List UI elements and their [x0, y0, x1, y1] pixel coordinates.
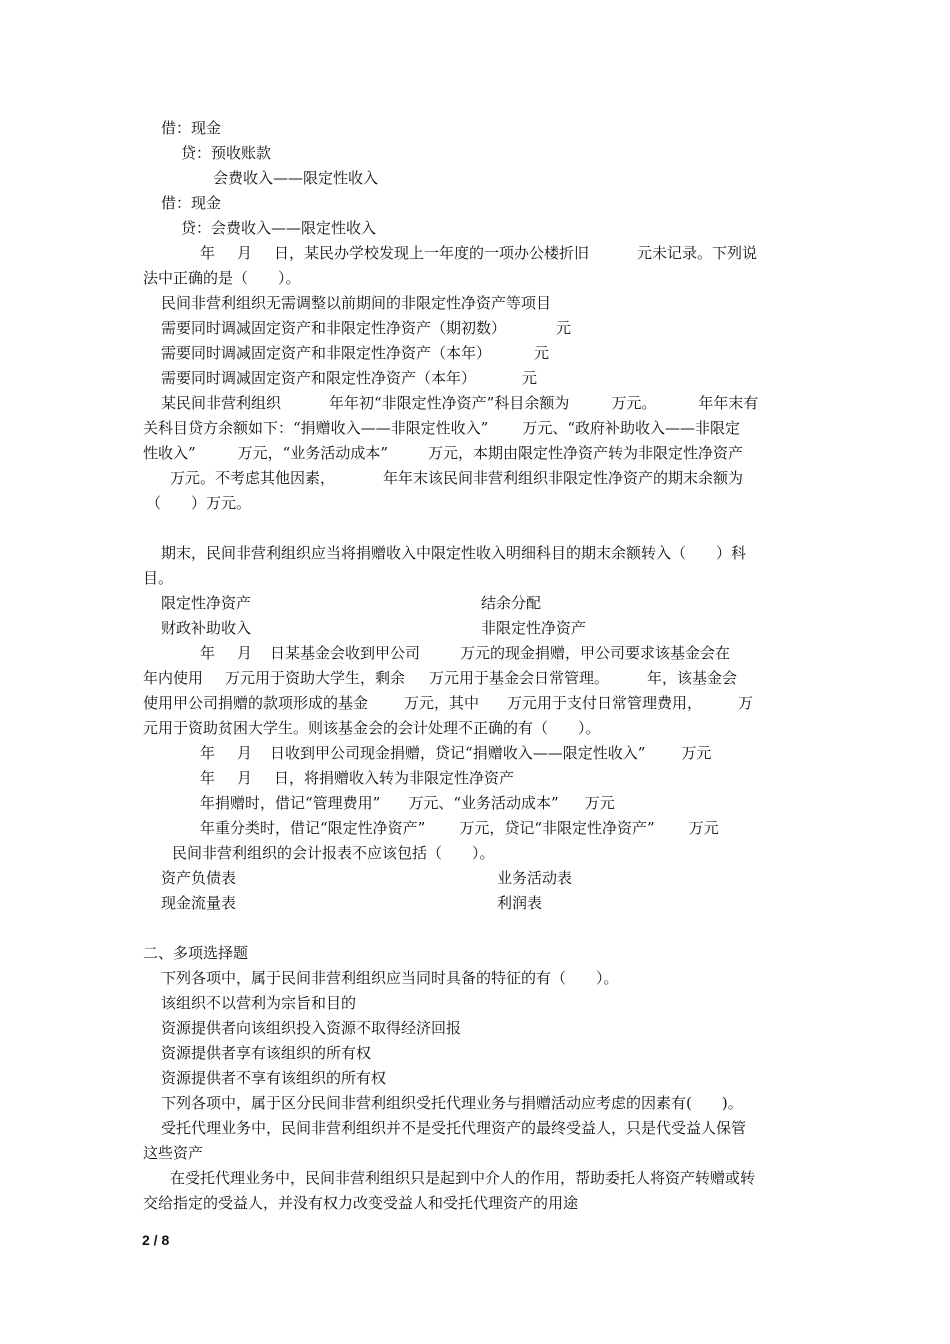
option-a: 民间非营利组织无需调整以前期间的非限定性净资产等项目 [161, 294, 552, 312]
question-line: （ ）万元。 [146, 494, 252, 512]
option-d: 非限定性净资产 [481, 619, 587, 637]
question-line: 下列各项中，属于民间非营利组织应当同时具备的特征的有（ ）。 [161, 969, 619, 987]
question-line: 性收入” 万元，“业务活动成本” 万元，本期由限定性净资产转为非限定性净资产 [143, 444, 744, 462]
journal-line: 借：现金 [161, 194, 222, 212]
question-line: 某民间非营利组织 年年初“非限定性净资产”科目余额为 万元。 年年末有 [161, 394, 759, 412]
question-line: 目。 [143, 569, 174, 587]
option-a-cont: 这些资产 [143, 1144, 204, 1162]
journal-line: 会费收入——限定性收入 [213, 169, 379, 187]
question-line: 年 月 日某基金会收到甲公司 万元的现金捐赠，甲公司要求该基金会在 [200, 644, 731, 662]
option-c: 资源提供者享有该组织的所有权 [161, 1044, 372, 1062]
question-line: 下列各项中，属于区分民间非营利组织受托代理业务与捐赠活动应考虑的因素有( )。 [161, 1094, 743, 1112]
option-a: 该组织不以营利为宗旨和目的 [161, 994, 357, 1012]
option-d: 资源提供者不享有该组织的所有权 [161, 1069, 387, 1087]
page-number: 2 / 8 [142, 1232, 170, 1248]
option-b-cont: 交给指定的受益人，并没有权力改变受益人和受托代理资产的用途 [143, 1194, 579, 1212]
question-line: 法中正确的是（ ）。 [143, 269, 301, 287]
question-line: 期末，民间非营利组织应当将捐赠收入中限定性收入明细科目的期末余额转入（ ）科 [161, 544, 747, 562]
option-a: 受托代理业务中，民间非营利组织并不是受托代理资产的最终受益人，只是代受益人保管 [161, 1119, 747, 1137]
option-a: 资产负债表 [161, 869, 237, 887]
option-c: 需要同时调减固定资产和非限定性净资产（本年） 元 [161, 344, 550, 362]
question-line: 万元。不考虑其他因素， 年年末该民间非营利组织非限定性净资产的期末余额为 [170, 469, 744, 487]
option-b: 在受托代理业务中，民间非营利组织只是起到中介人的作用，帮助委托人将资产转赠或转 [170, 1169, 756, 1187]
journal-line: 贷：预收账款 [181, 144, 272, 162]
option-a: 限定性净资产 [161, 594, 252, 612]
question-line: 使用甲公司捐赠的款项形成的基金 万元，其中 万元用于支付日常管理费用， 万 [143, 694, 754, 712]
section-title: 二、多项选择题 [143, 944, 249, 962]
option-b: 年 月 日，将捐赠收入转为非限定性净资产 [200, 769, 515, 787]
question-line: 关科目贷方余额如下：“捐赠收入——非限定性收入” 万元、“政府补助收入——非限定 [143, 419, 741, 437]
option-d: 利润表 [497, 894, 543, 912]
question-line: 民间非营利组织的会计报表不应该包括（ ）。 [172, 844, 495, 862]
option-d: 年重分类时，借记“限定性净资产” 万元，贷记“非限定性净资产” 万元 [200, 819, 719, 837]
option-a: 年 月 日收到甲公司现金捐赠，贷记“捐赠收入——限定性收入” 万元 [200, 744, 712, 762]
question-line: 年内使用 万元用于资助大学生，剩余 万元用于基金会日常管理。 年，该基金会 [143, 669, 738, 687]
journal-line: 贷：会费收入——限定性收入 [181, 219, 377, 237]
journal-line: 借：现金 [161, 119, 222, 137]
option-b: 结余分配 [481, 594, 542, 612]
option-c: 财政补助收入 [161, 619, 252, 637]
question-line: 年 月 日，某民办学校发现上一年度的一项办公楼折旧 元未记录。下列说 [200, 244, 758, 262]
option-d: 需要同时调减固定资产和限定性净资产（本年） 元 [161, 369, 538, 387]
option-c: 年捐赠时，借记“管理费用” 万元、“业务活动成本” 万元 [200, 794, 615, 812]
option-c: 现金流量表 [161, 894, 237, 912]
option-b: 资源提供者向该组织投入资源不取得经济回报 [161, 1019, 462, 1037]
option-b: 业务活动表 [497, 869, 573, 887]
question-line: 元用于资助贫困大学生。则该基金会的会计处理不正确的有（ ）。 [143, 719, 601, 737]
option-b: 需要同时调减固定资产和非限定性净资产（期初数） 元 [161, 319, 572, 337]
